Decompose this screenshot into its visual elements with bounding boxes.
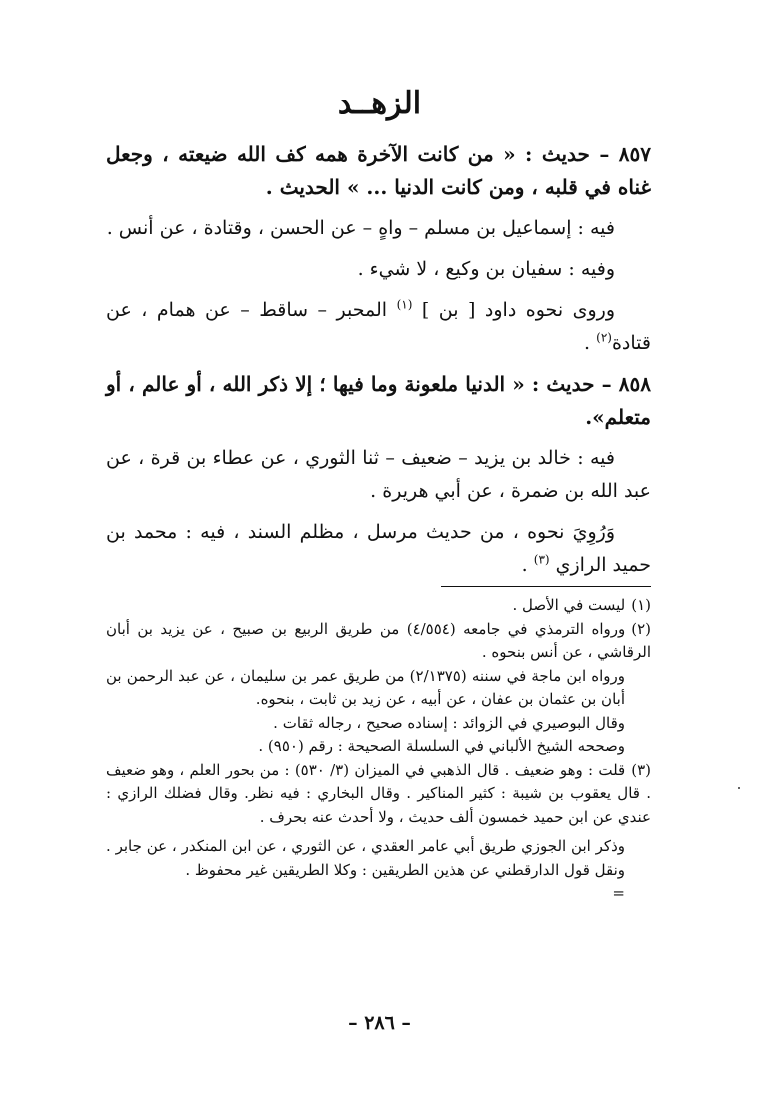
text-segment: . bbox=[584, 332, 597, 354]
footnote-text: ورواه الترمذي في جامعه (٤/٥٥٤) من طريق الربيع بن صبيح ، عن يزيد بن أبان الرقاشي ، عن أنس بنحوه . bbox=[106, 619, 651, 661]
text-segment: وَرُوِيَ نحوه ، من حديث مرسل ، مظلم السند ، فيه : محمد بن حميد الرازي bbox=[106, 521, 651, 576]
text-segment: . bbox=[521, 554, 534, 576]
text-segment: المحبر – ساقط – عن همام ، عن قتادة bbox=[106, 299, 651, 354]
margin-mark bbox=[738, 787, 740, 789]
footnote-number: (٢) bbox=[631, 619, 651, 638]
hadith-857-heading: ٨٥٧ – حديث : « من كانت الآخرة همه كف الله ضيعته ، وجعل غناه في قلبه ، ومن كانت الدنيا ... » الحديث . bbox=[106, 142, 651, 199]
footnote-2 bbox=[106, 618, 651, 665]
footnote-text: ليست في الأصل . bbox=[512, 596, 626, 614]
footnote-3 bbox=[106, 759, 651, 830]
page-title: الزهــد bbox=[337, 86, 422, 121]
hadith-858-note-1: فيه : خالد بن يزيد – ضعيف – ثنا الثوري ، عن عطاء بن قرة ، عن عبد الله بن ضمرة ، عن أبي هريرة . bbox=[106, 447, 651, 502]
hadith-857-note-2: وفيه : سفيان بن وكيع ، لا شيء . bbox=[357, 258, 615, 280]
footnote-divider bbox=[441, 586, 651, 587]
footnote-2-cont-1: ورواه ابن ماجة في سننه (٢/١٣٧٥) من طريق عمر بن سليمان ، عن عبد الرحمن بن أبان بن عثمان بن عفان ، عن أبيه ، عن زيد بن ثابت ، بنحوه. bbox=[106, 666, 625, 708]
hadith-857-note-1: فيه : إسماعيل بن مسلم – واهٍ – عن الحسن ، وقتادة ، عن أنس . bbox=[106, 217, 615, 239]
footnote-number: (١) bbox=[631, 596, 651, 614]
footnote-3-cont-1: وذكر ابن الجوزي طريق أبي عامر العقدي ، عن الثوري ، عن ابن المنكدر ، عن جابر . ونقل قول الدارقطني عن هذين الطريقين : وكلا الطريقين غير محفوظ . bbox=[106, 837, 625, 879]
footnote-text: قلت : وهو ضعيف . قال الذهبي في الميزان (٣/ ٥٣٠) : من بحور العلم ، وهو ضعيف . قال يعقوب بن شيبة : كثير المناكير . وقال البخاري : فيه نظر. وقال فضلك الرازي : عندي عن ابن حميد خمسون ألف حديث ، ولا أحدث عنه بحرف . bbox=[106, 760, 651, 826]
hadith-858-note-2 bbox=[106, 516, 651, 582]
footnote-number: (٣) bbox=[631, 760, 651, 779]
footnote-2-cont-3: وصححه الشيخ الألباني في السلسلة الصحيحة : رقم (٩٥٠) . bbox=[258, 737, 625, 755]
main-text bbox=[106, 138, 651, 590]
hadith-857-note-3 bbox=[106, 294, 651, 360]
footnote-ref: (١) bbox=[396, 297, 413, 312]
page-number: – ٢٨٦ – bbox=[348, 1012, 411, 1034]
footnotes bbox=[106, 594, 651, 906]
footnote-ref: (٣) bbox=[533, 552, 550, 567]
hadith-858-heading: ٨٥٨ – حديث : « الدنيا ملعونة وما فيها ؛ إلا ذكر الله ، أو عالم ، أو متعلم». bbox=[106, 372, 651, 429]
footnote-1 bbox=[106, 594, 651, 618]
text-segment: وروى نحوه داود [ بن ] bbox=[412, 299, 615, 321]
footnote-ref: (٢) bbox=[596, 330, 612, 345]
footnote-2-cont-2: وقال البوصيري في الزوائد : إسناده صحيح ، رجاله ثقات . bbox=[273, 713, 625, 732]
continuation-mark: = bbox=[612, 884, 625, 902]
